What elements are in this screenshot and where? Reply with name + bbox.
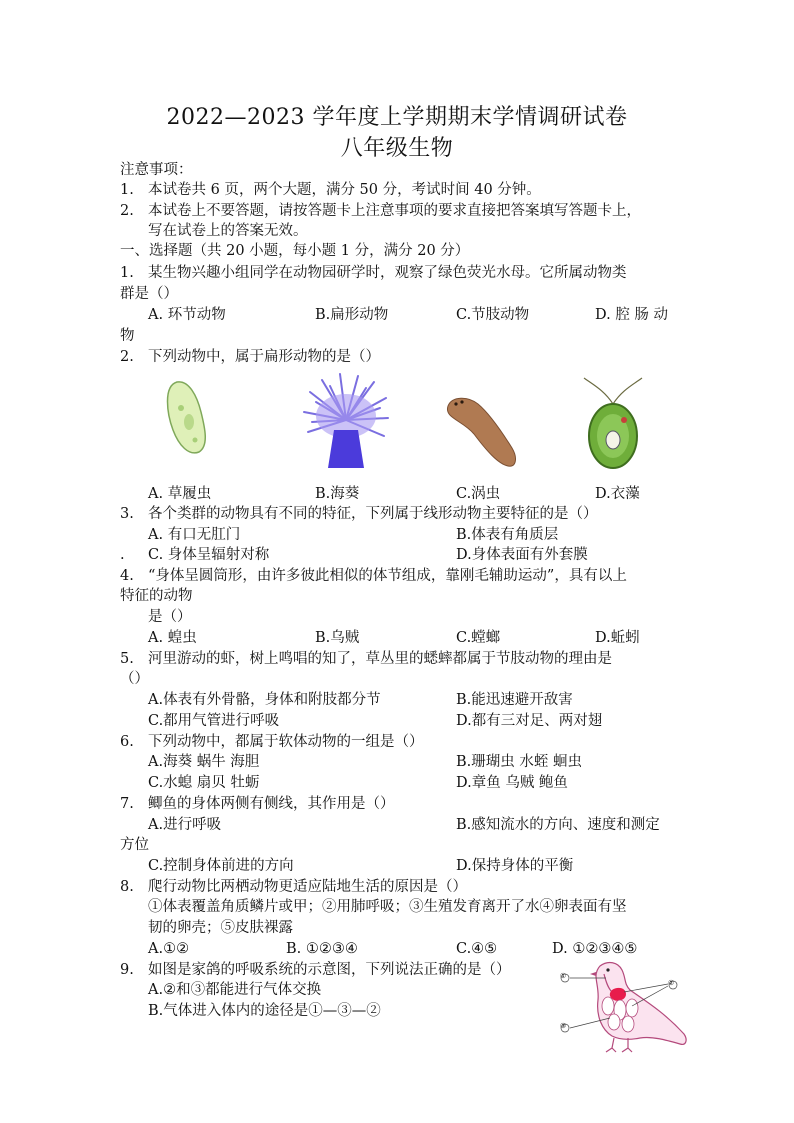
q1-number: 1. — [120, 265, 134, 281]
q1-option-a: A. 环节动物 — [148, 307, 226, 323]
q8-option-a: A.①② — [148, 941, 190, 957]
q5-option-d: D.都有三对足、两对翅 — [456, 713, 603, 729]
q7-option-b-tail: 方位 — [120, 837, 149, 853]
q9-option-a: A.②和③都能进行气体交换 — [148, 982, 322, 998]
q1-stem-line-2: 群是（） — [120, 286, 178, 302]
q1-option-b: B.扁形动物 — [315, 307, 389, 323]
q4-option-a: A. 蝗虫 — [148, 630, 197, 646]
pigeon-respiratory-diagram — [556, 956, 696, 1056]
paramecium-image — [155, 378, 215, 458]
q5-option-a: A.体表有外骨骼，身体和附肢都分节 — [148, 692, 381, 708]
diagram-label-3: ③ — [560, 1022, 567, 1030]
diagram-label-2: ② — [668, 979, 675, 987]
q4-stem-line-3: 是（） — [148, 609, 192, 625]
q2-stem: 下列动物中，属于扁形动物的是（） — [148, 349, 380, 365]
q4-option-c: C.螳螂 — [456, 630, 501, 646]
q4-option-b: B.乌贼 — [315, 630, 360, 646]
q3-stray-dot: . — [120, 547, 125, 563]
q8-statement-line-1: ①体表覆盖角质鳞片或甲；②用肺呼吸；③生殖发育离开了水④卵表面有坚 — [148, 899, 627, 915]
q6-option-c: C.水螅 扇贝 牡蛎 — [148, 775, 260, 791]
q1-option-d: D. 腔 肠 动 — [595, 307, 669, 323]
q1-option-c: C.节肢动物 — [456, 307, 530, 323]
q8-option-d: D. ①②③④⑤ — [552, 941, 638, 957]
q8-option-b: B. ①②③④ — [286, 941, 358, 957]
q3-stem: 各个类群的动物具有不同的特征，下列属于线形动物主要特征的是（） — [148, 506, 598, 522]
q3-option-a: A. 有口无肛门 — [148, 527, 241, 543]
q5-number: 5. — [120, 651, 134, 667]
diagram-label-1: ① — [560, 972, 567, 980]
q5-stem-line-2: （） — [120, 671, 149, 687]
q1-option-d-tail: 物 — [120, 328, 135, 344]
q2-number: 2. — [120, 349, 134, 365]
q5-option-c: C.都用气管进行呼吸 — [148, 713, 280, 729]
q2-option-a: A. 草履虫 — [148, 486, 212, 502]
q5-stem-line-1: 河里游动的虾，树上鸣唱的知了，草丛里的蟋蟀都属于节肢动物的理由是 — [148, 651, 612, 667]
sea-anemone-image — [300, 372, 392, 472]
q7-number: 7. — [120, 796, 134, 812]
notice-heading: 注意事项： — [120, 162, 193, 178]
q2-option-b: B.海葵 — [315, 486, 360, 502]
q7-option-d: D.保持身体的平衡 — [456, 858, 574, 874]
notice-item-1: 本试卷共 6 页，两个大题，满分 50 分，考试时间 40 分钟。 — [148, 182, 541, 198]
q7-stem: 鲫鱼的身体两侧有侧线，其作用是（） — [148, 796, 395, 812]
q8-option-c: C.④⑤ — [456, 941, 498, 957]
q9-stem: 如图是家鸽的呼吸系统的示意图，下列说法正确的是（） — [148, 962, 511, 978]
exam-title: 2022—2023 学年度上学期期末学情调研试卷 — [166, 105, 628, 130]
q6-number: 6. — [120, 734, 134, 750]
q5-option-b: B.能迅速避开敌害 — [456, 692, 573, 708]
section-1-heading: 一、选择题（共 20 小题，每小题 1 分，满分 20 分） — [120, 243, 470, 259]
notice-item-1-num: 1. — [120, 182, 134, 198]
q6-option-d: D.章鱼 乌贼 鲍鱼 — [456, 775, 568, 791]
q7-option-a: A.进行呼吸 — [148, 817, 222, 833]
q9-option-b: B.气体进入体内的途径是①—③—② — [148, 1003, 381, 1019]
q4-stem-line-2: 特征的动物 — [120, 588, 193, 604]
q4-number: 4. — [120, 568, 134, 584]
q4-stem-line-1: “身体呈圆筒形，由许多彼此相似的体节组成，靠刚毛辅助运动”，具有以上 — [148, 568, 627, 584]
notice-item-2-line-1: 本试卷上不要答题，请按答题卡上注意事项的要求直接把答案填写答题卡上， — [148, 203, 641, 219]
q6-option-a: A.海葵 蜗牛 海胆 — [148, 754, 260, 770]
q2-option-c: C.涡虫 — [456, 486, 501, 502]
q4-option-d: D.蚯蚓 — [595, 630, 640, 646]
q8-number: 8. — [120, 879, 134, 895]
q1-stem-line-1: 某生物兴趣小组同学在动物园研学时，观察了绿色荧光水母。它所属动物类 — [148, 265, 627, 281]
notice-item-2-num: 2. — [120, 203, 134, 219]
notice-item-2-line-2: 写在试卷上的答案无效。 — [148, 223, 308, 239]
q3-option-b: B.体表有角质层 — [456, 527, 559, 543]
q3-option-c: C. 身体呈辐射对称 — [148, 547, 270, 563]
q7-option-c: C.控制身体前进的方向 — [148, 858, 294, 874]
exam-subtitle: 八年级生物 — [340, 136, 454, 161]
q7-option-b: B.感知流水的方向、速度和测定 — [456, 817, 660, 833]
chlamydomonas-image — [578, 374, 648, 474]
q3-number: 3. — [120, 506, 134, 522]
q3-option-d: D.身体表面有外套膜 — [456, 547, 588, 563]
q8-stem: 爬行动物比两栖动物更适应陆地生活的原因是（） — [148, 879, 467, 895]
q9-number: 9. — [120, 962, 134, 978]
q6-stem: 下列动物中，都属于软体动物的一组是（） — [148, 734, 424, 750]
q6-option-b: B.珊瑚虫 水蛭 蛔虫 — [456, 754, 582, 770]
q8-statement-line-2: 韧的卵壳；⑤皮肤裸露 — [148, 920, 293, 936]
q2-option-d: D.衣藻 — [595, 486, 640, 502]
planarian-image — [442, 392, 524, 472]
